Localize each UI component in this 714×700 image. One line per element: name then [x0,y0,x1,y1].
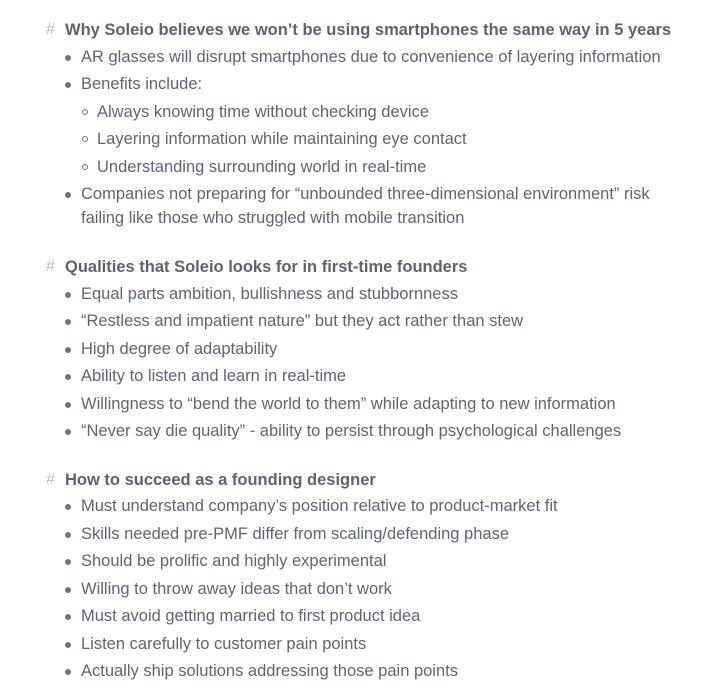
bullet-disc-icon [65,587,71,593]
heading-text: Why Soleio believes we won’t be using smartphones the same way in 5 years [65,21,672,39]
list-item-text: Ability to listen and learn in real-time [81,367,347,385]
list-item-text: High degree of adaptability [81,340,278,358]
list-item-text: Benefits include: [81,75,203,93]
list-item-text: Listen carefully to customer pain points [81,635,367,653]
bullet-disc-icon [65,642,71,648]
list-item-text: “Never say die quality” - ability to persist through psychological challenges [81,422,622,440]
list-item-text: Should be prolific and highly experimental [81,552,387,570]
list-item-text: “Restless and impatient nature” but they act rather than stew [81,312,524,330]
bullet-disc-icon [65,374,71,380]
bullet-circle-icon [82,136,88,142]
bullet-circle-icon [82,109,88,115]
list-item-text: Understanding surrounding world in real-time [97,158,427,176]
list-item-text: Layering information while maintaining eye contact [97,130,467,148]
bullet-disc-icon [65,82,71,88]
bullet-disc-icon [65,504,71,510]
bullet-disc-icon [65,669,71,675]
list-item-text: Companies not preparing for “unbounded three-dimensional environment” risk [81,185,650,203]
list-item-text: Willing to throw away ideas that don’t work [81,580,392,598]
list-item-text: AR glasses will disrupt smartphones due to convenience of layering information [81,48,661,66]
bullet-disc-icon [65,402,71,408]
list-item-text: Equal parts ambition, bullishness and stubbornness [81,285,458,303]
list-item-text: failing like those who struggled with mobile transition [81,209,465,227]
list-item-text: Must understand company’s position relative to product-market fit [81,497,558,515]
bullet-disc-icon [65,192,71,198]
list-item-text: Skills needed pre-PMF differ from scaling/defending phase [81,525,510,543]
bullet-disc-icon [65,559,71,565]
heading-hash-icon: # [46,471,55,488]
bullet-disc-icon [65,55,71,61]
heading-hash-icon: # [46,21,55,38]
heading-hash-icon: # [46,258,55,275]
list-item-text: Actually ship solutions addressing those pain points [81,662,458,680]
list-item-text: Must avoid getting married to first product idea [81,607,421,625]
list-item-text: Always knowing time without checking device [97,103,429,121]
bullet-disc-icon [65,429,71,435]
list-item-text: Willingness to “bend the world to them” while adapting to new information [81,395,616,413]
bullet-disc-icon [65,292,71,298]
bullet-disc-icon [65,347,71,353]
heading-text: How to succeed as a founding designer [65,471,376,489]
bullet-disc-icon [65,532,71,538]
bullet-circle-icon [82,164,88,170]
heading-text: Qualities that Soleio looks for in first-time founders [65,258,468,276]
bullet-disc-icon [65,614,71,620]
bullet-disc-icon [65,319,71,325]
